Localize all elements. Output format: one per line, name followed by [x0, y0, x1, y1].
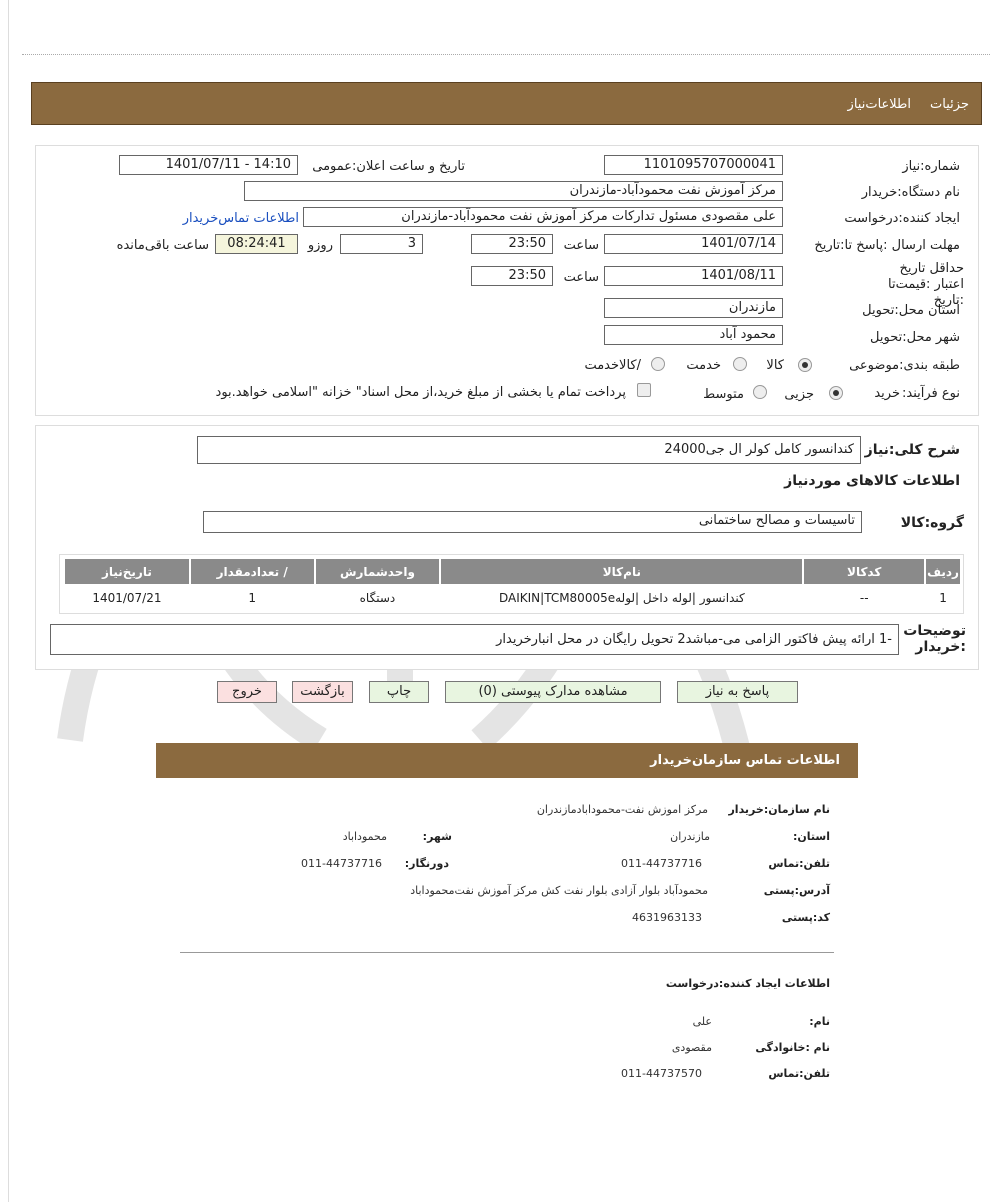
process-partial-label: جزیی	[784, 387, 814, 402]
requester-label: ایجاد کننده:درخواست	[844, 211, 960, 226]
category-both-radio[interactable]	[651, 357, 665, 371]
col-code: کدکالا	[803, 558, 925, 585]
cell-row: 1	[925, 585, 961, 611]
goods-group-field: تاسیسات و مصالح ساختمانی	[203, 511, 862, 533]
reply-button[interactable]: پاسخ به نیاز	[677, 681, 798, 703]
contact-postal-label: کد:پستی	[781, 911, 830, 924]
buyer-notes-label: توضیحات :خریدار	[903, 623, 966, 655]
deadline-time-field: 23:50	[471, 234, 553, 254]
contact-org-label: نام سازمان:خریدار	[728, 803, 830, 816]
city-label: شهر محل:تحویل	[870, 330, 960, 345]
tab-details[interactable]: جزئیات	[930, 97, 969, 112]
contact-postal-value: 4631963133	[632, 911, 702, 924]
tab-need-info[interactable]: اطلاعات‌نیاز	[847, 97, 911, 112]
treasury-payment-note: پرداخت تمام یا بخشی از مبلغ خرید،از محل اسناد" خزانه "اسلامی خواهد.بود	[215, 385, 626, 400]
cell-quantity: 1	[190, 585, 315, 611]
cell-unit: دستگاه	[315, 585, 441, 611]
category-both-label: /کالاخدمت	[584, 358, 641, 373]
creator-title: اطلاعات ایجاد کننده:درخواست	[665, 977, 830, 990]
validity-time-label: ساعت	[563, 270, 599, 285]
contact-header-bar	[156, 743, 858, 778]
col-date: تاریخ‌نیاز	[64, 558, 190, 585]
process-buy-label: خرید	[874, 386, 900, 401]
remaining-label: ساعت باقی‌مانده	[116, 238, 209, 253]
print-button[interactable]: چاپ	[369, 681, 429, 703]
requester-field: علی مقصودی مسئول تدارکات مرکز آموزش نفت محمودآباد-مازندران	[303, 207, 783, 227]
contact-city-value: محموداباد	[342, 830, 387, 843]
need-number-field: 1101095707000041	[604, 155, 783, 175]
goods-table	[63, 557, 962, 612]
col-row: ردیف	[925, 558, 961, 585]
cell-name: کندانسور |لوله داخل |لولهDAIKIN|TCM80005e	[440, 585, 803, 611]
category-goods-radio[interactable]	[798, 358, 812, 372]
need-description-label: شرح کلی:نیاز	[864, 442, 960, 458]
creator-family-label: نام :خانوادگی	[755, 1041, 830, 1054]
announce-field: 1401/07/11 - 14:10	[119, 155, 298, 175]
deadline-date-field: 1401/07/14	[604, 234, 783, 254]
contact-divider	[180, 952, 834, 953]
category-service-radio[interactable]	[733, 357, 747, 371]
exit-button[interactable]: خروج	[217, 681, 277, 703]
treasury-payment-checkbox[interactable]	[637, 383, 651, 397]
creator-phone-value: 011-44737570	[621, 1067, 702, 1080]
top-divider	[22, 54, 990, 55]
contact-province-value: مازندران	[670, 830, 710, 843]
announce-label: تاریخ و ساعت اعلان:عمومی	[312, 159, 465, 174]
validity-time-field: 23:50	[471, 266, 553, 286]
contact-province-label: استان:	[793, 830, 830, 843]
process-partial-radio[interactable]	[829, 386, 843, 400]
contact-address-label: آدرس:پستی	[763, 884, 830, 897]
validity-date-field: 1401/08/11	[604, 266, 783, 286]
cell-code: --	[803, 585, 925, 611]
days-label: روزو	[307, 238, 333, 253]
goods-info-title: اطلاعات کالاهای موردنیاز	[784, 473, 960, 489]
creator-family-value: مقصودی	[671, 1041, 712, 1054]
process-medium-label: متوسط	[703, 387, 744, 402]
province-field: مازندران	[604, 298, 783, 318]
remaining-time-field: 08:24:41	[215, 234, 298, 254]
contact-title: اطلاعات تماس سازمان‌خریدار	[650, 753, 840, 768]
buyer-org-field: مرکز آموزش نفت محمودآباد-مازندران	[244, 181, 783, 201]
deadline-label: مهلت ارسال :پاسخ تا:تاریخ	[814, 238, 960, 253]
days-field: 3	[340, 234, 423, 254]
contact-phone-label: تلفن:تماس	[768, 857, 830, 870]
contact-city-label: شهر:	[422, 830, 452, 843]
contact-fax-value: 011-44737716	[301, 857, 382, 870]
deadline-time-label: ساعت	[563, 238, 599, 253]
contact-org-value: مرکز اموزش نفت-محمودابادمازندران	[536, 803, 708, 816]
need-number-label: شماره:نیاز	[902, 159, 960, 174]
buyer-org-label: نام دستگاه:خریدار	[861, 185, 960, 200]
cell-date: 1401/07/21	[64, 585, 190, 611]
buyer-notes-field: -1 ارائه پیش فاکتور الزامی می-مباشد2 تحویل رایگان در محل انبارخریدار	[50, 624, 899, 655]
page-left-border	[8, 0, 9, 1202]
validity-label: حداقل تاریخ اعتبار :قیمت‌تا :تاریخ	[888, 261, 964, 308]
process-label: نوع فرآیند:	[902, 386, 960, 401]
buyer-contact-link[interactable]: اطلاعات تماس‌خریدار	[182, 211, 299, 226]
province-label: استان محل:تحویل	[862, 303, 960, 318]
col-quantity: / تعدادمقدار	[190, 558, 315, 585]
back-button[interactable]: بازگشت	[292, 681, 353, 703]
city-field: محمود آباد	[604, 325, 783, 345]
category-service-label: خدمت	[686, 358, 721, 373]
creator-phone-label: تلفن:تماس	[768, 1067, 830, 1080]
goods-table-header	[64, 558, 961, 585]
goods-group-label: گروه:کالا	[900, 515, 964, 531]
col-unit: واحدشمارش	[315, 558, 441, 585]
table-row	[64, 585, 961, 611]
details-header-bar	[31, 82, 982, 125]
contact-address-value: محمودآباد بلوار آزادی بلوار نفت کش مرکز آموزش نفت‌محموداباد	[410, 884, 708, 897]
col-name: نام‌کالا	[440, 558, 803, 585]
contact-fax-label: دورنگار:	[404, 857, 449, 870]
need-description-field: کندانسور کامل کولر ال جی24000	[197, 436, 861, 464]
creator-name-value: علی	[692, 1015, 712, 1028]
category-goods-label: کالا	[766, 358, 784, 373]
process-medium-radio[interactable]	[753, 385, 767, 399]
creator-name-label: نام:	[809, 1015, 830, 1028]
attachments-button[interactable]: مشاهده مدارک پیوستی (0)	[445, 681, 661, 703]
contact-phone-value: 011-44737716	[621, 857, 702, 870]
category-label: طبقه بندی:موضوعی	[849, 358, 960, 373]
